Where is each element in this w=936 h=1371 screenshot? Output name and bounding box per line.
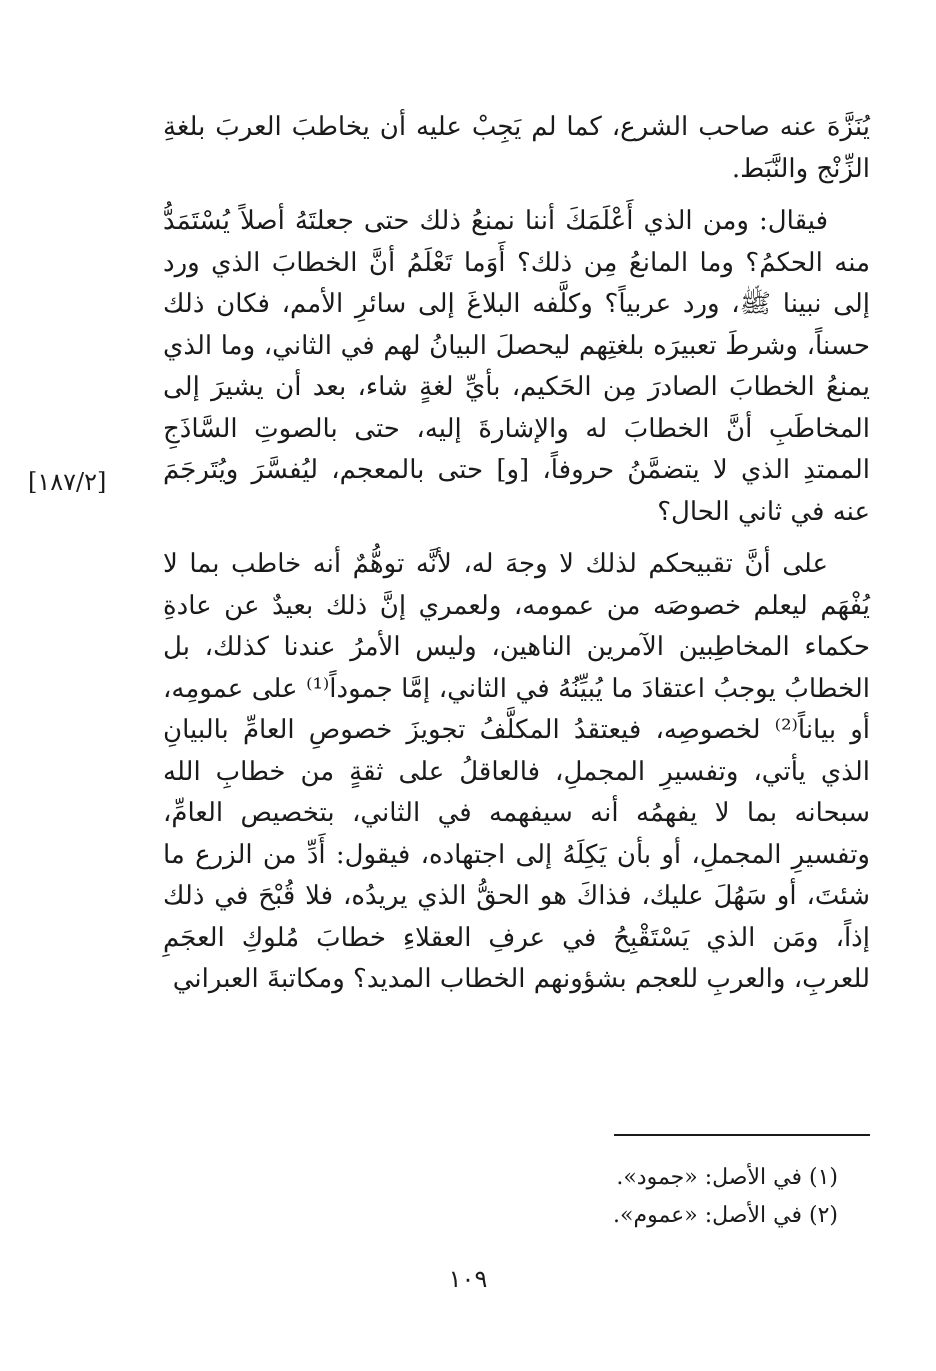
margin-page-reference: [١٨٧/٢] — [28, 468, 107, 496]
footnote-1: (١) في الأصل: «جمود». — [616, 1165, 838, 1190]
footnote-2: (٢) في الأصل: «عموم». — [613, 1203, 838, 1228]
footnote-separator — [614, 1134, 870, 1136]
paragraph-3: على أنَّ تقبيحكم لذلك لا وجهَ له، لأنَّه توهُّمٌ أنه خاطب بما لا يُفْهَم ليعلم خصوصَه من عمومه، ولعمري إنَّ ذلك بعيدٌ عن عادةِ حكماء المخاطِبين الآمرين الناهين، وليس الأمرُ عندنا كذلك، بل الخطابُ يوجبُ اعتقادَ ما يُبيِّنُهُ في الثاني، إمَّا جموداً⁽¹⁾ على عمومِه، أو بياناً⁽²⁾ لخصوصِه، فيعتقدُ المكلَّفُ تجويزَ خصوصِ العامِّ بالبيانِ الذي يأتي، وتفسيرِ المجملِ، فالعاقلُ على ثقةٍ من خطابِ الله سبحانه بما لا يفهمُه أنه سيفهمه في الثاني، بتخصيص العامِّ، وتفسيرِ المجملِ، أو بأن يَكِلَهُ إلى اجتهاده، فيقول: أَدِّ من الزرع ما شئتَ، أو سَهُلَ عليك، فذاكَ هو الحقُّ الذي يريدُه، فلا قُبْحَ في ذلك إذاً، ومَن الذي يَسْتَقْبِحُ في عرفِ العقلاءِ خطابَ مُلوكِ العجَمِ للعربِ، والعربِ للعجم بشؤونهم الخطاب المديد؟ ومكاتبةَ العبراني — [163, 549, 870, 994]
paragraph-1: يُنَزَّهَ عنه صاحب الشرع، كما لم يَجِبْ عليه أن يخاطبَ العربَ بلغةِ الزِّنْج والنَّبَط. — [163, 112, 870, 184]
main-text — [163, 107, 870, 1012]
page-number: ١٠٩ — [448, 1265, 488, 1293]
paragraph-2: فيقال: ومن الذي أَعْلَمَكَ أننا نمنعُ ذلك حتى جعلتَهُ أصلاً يُسْتَمَدُّ منه الحكمُ؟ وما المانعُ مِن ذلك؟ أَوَما تَعْلَمُ أنَّ الخطابَ الذي ورد إلى نبينا ﷺ، ورد عربياً؟ وكلَّفه البلاغَ إلى سائرِ الأمم، فكان ذلك حسناً، وشرطَ تعبيرَه بلغتِهم ليحصلَ البيانُ لهم في الثاني، وما الذي يمنعُ الخطابَ الصادرَ مِن الحَكيم، بأيِّ لغةٍ شاء، بعد أن يشيرَ إلى المخاطَبِ أنَّ الخطابَ له والإشارةَ إليه، حتى بالصوتِ السَّاذَجِ الممتدِ الذي لا يتضمَّنُ حروفاً، [و] حتى بالمعجم، ليُفسَّرَ ويُتَرجَمَ عنه في ثاني الحال؟ — [163, 206, 870, 527]
footnotes — [500, 1159, 838, 1235]
